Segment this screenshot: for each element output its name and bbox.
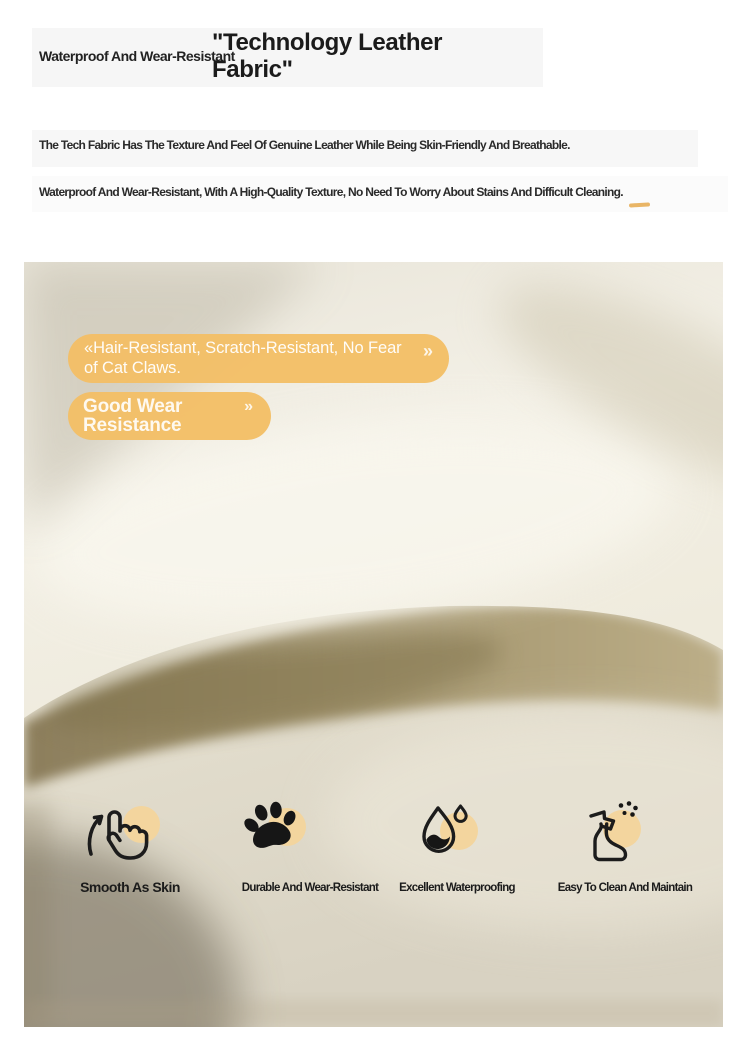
water-drop-icon [414,801,474,859]
feature-icon-durable [242,801,306,859]
touch-hand-icon [84,804,150,862]
feature-badge-scratch-resistant [68,334,449,383]
kicker-text: Waterproof And Wear-Resistant [39,48,235,64]
badge-text: Good Wear Resistance [83,396,183,436]
section-title: "Technology Leather Fabric" [212,29,443,83]
feature-label-durable: Durable And Wear-Resistant [241,882,379,894]
feature-label-easy-clean: Easy To Clean And Maintain [557,882,693,894]
spray-bottle-icon [581,799,643,863]
description-line-2: Waterproof And Wear-Resistant, With A High-Quality Texture, No Need To Worry About Stains And Difficult Cleaning. [39,185,623,199]
quote-mark-icon: » [244,398,253,415]
fabric-product-image [24,262,723,1027]
feature-badge-wear-resistance [68,392,271,440]
badge-text: «Hair-Resistant, Scratch-Resistant, No Fear of Cat Claws. [84,339,402,377]
feature-icon-smooth [84,804,154,864]
feature-icon-easy-clean [581,799,647,863]
description-line-1: The Tech Fabric Has The Texture And Feel Of Genuine Leather While Being Skin-Friendly And Breathable. [39,138,570,152]
feature-label-smooth: Smooth As Skin [80,879,180,895]
feature-label-waterproof: Excellent Waterproofing [399,882,515,894]
quote-mark-icon: » [422,341,433,361]
feature-icon-waterproof [414,801,480,861]
paw-icon [242,801,298,853]
